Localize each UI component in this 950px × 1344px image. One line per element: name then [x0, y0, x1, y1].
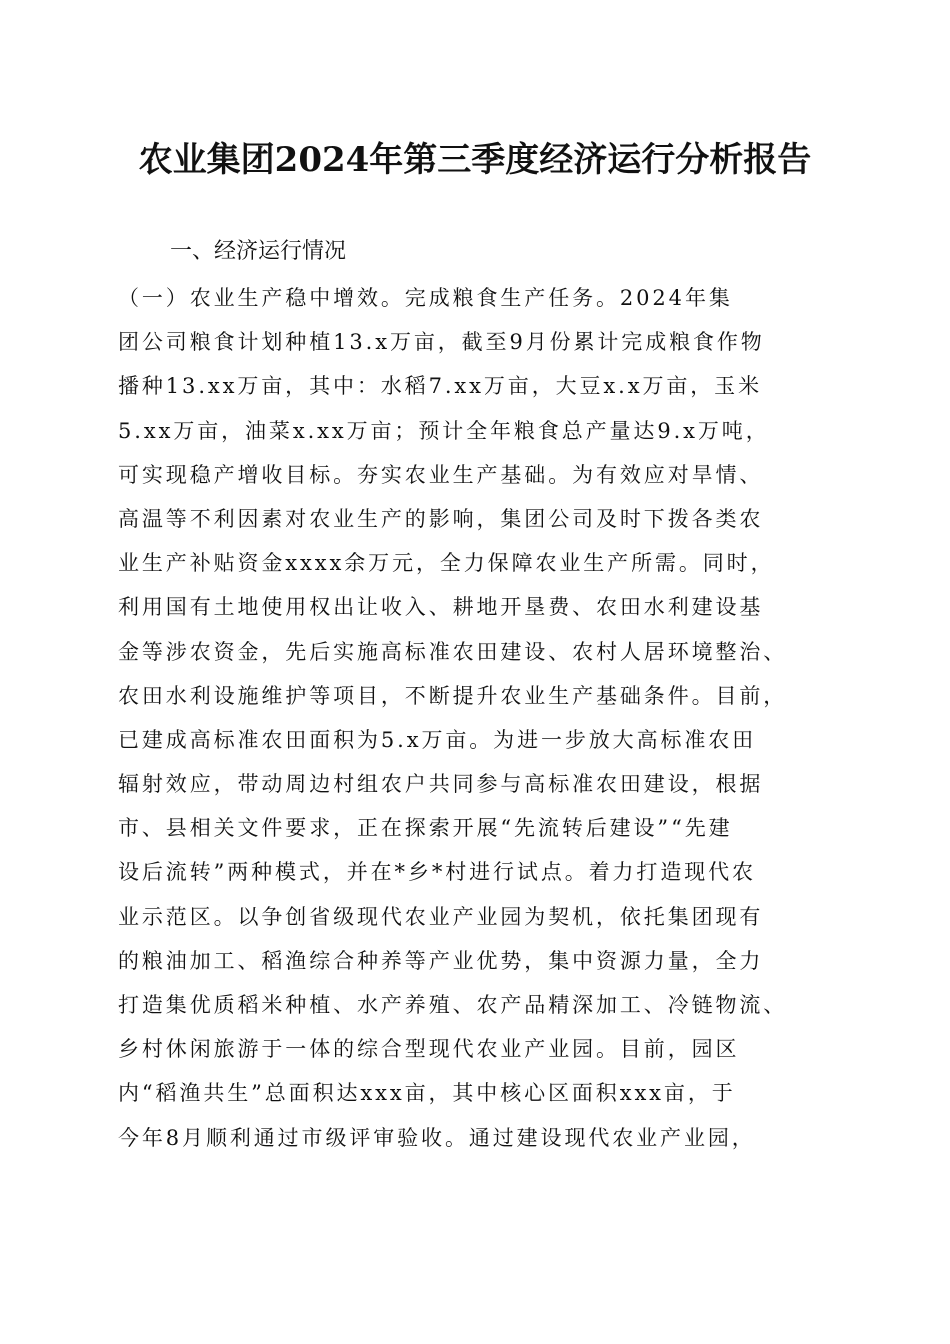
section-heading: 一、经济运行情况 [170, 239, 347, 264]
paragraph-line: 设后流转”两种模式，并在*乡*村进行试点。着力打造现代农 [118, 860, 756, 885]
paragraph-line: 辐射效应，带动周边村组农户共同参与高标准农田建设，根据 [118, 772, 764, 797]
paragraph-line: 金等涉农资金，先后实施高标准农田建设、农村人居环境整治、 [118, 639, 788, 664]
paragraph-line: 农田水利设施维护等项目，不断提升农业生产基础条件。目前， [118, 683, 788, 708]
paragraph-line: 业示范区。以争创省级现代农业产业园为契机，依托集团现有 [118, 904, 764, 929]
paragraph-line: 播种13.xx万亩，其中：水稻7.xx万亩，大豆x.x万亩，玉米 [118, 374, 762, 399]
paragraph-line: 团公司粮食计划种植13.x万亩，截至9月份累计完成粮食作物 [118, 330, 765, 355]
body-paragraph [118, 276, 838, 1160]
paragraph-line: 内“稻渔共生”总面积达xxx亩，其中核心区面积xxx亩，于 [118, 1081, 736, 1106]
document-title: 农业集团2024年第三季度经济运行分析报告 [138, 140, 812, 180]
paragraph-line: 5.xx万亩，油菜x.xx万亩；预计全年粮食总产量达9.x万吨， [118, 418, 770, 443]
paragraph-line: 高温等不利因素对农业生产的影响，集团公司及时下拨各类农 [118, 506, 764, 531]
paragraph-line: 的粮油加工、稻渔综合种养等产业优势，集中资源力量，全力 [118, 948, 764, 973]
paragraph-line: 已建成高标准农田面积为5.x万亩。为进一步放大高标准农田 [118, 727, 757, 752]
paragraph-line: 可实现稳产增收目标。夯实农业生产基础。为有效应对旱情、 [118, 462, 764, 487]
paragraph-line: （一）农业生产稳中增效。完成粮食生产任务。2024年集 [118, 286, 733, 310]
paragraph-line: 利用国有土地使用权出让收入、耕地开垦费、农田水利建设基 [118, 595, 764, 620]
paragraph-line: 乡村休闲旅游于一体的综合型现代农业产业园。目前，园区 [118, 1037, 740, 1062]
paragraph-line: 打造集优质稻米种植、水产养殖、农产品精深加工、冷链物流、 [118, 993, 788, 1017]
paragraph-line: 业生产补贴资金xxxx余万元，全力保障农业生产所需。同时， [118, 551, 775, 576]
paragraph-line: 今年8月顺利通过市级评审验收。通过建设现代农业产业园， [118, 1125, 756, 1150]
paragraph-line: 市、县相关文件要求，正在探索开展“先流转后建设”“先建 [118, 816, 733, 841]
